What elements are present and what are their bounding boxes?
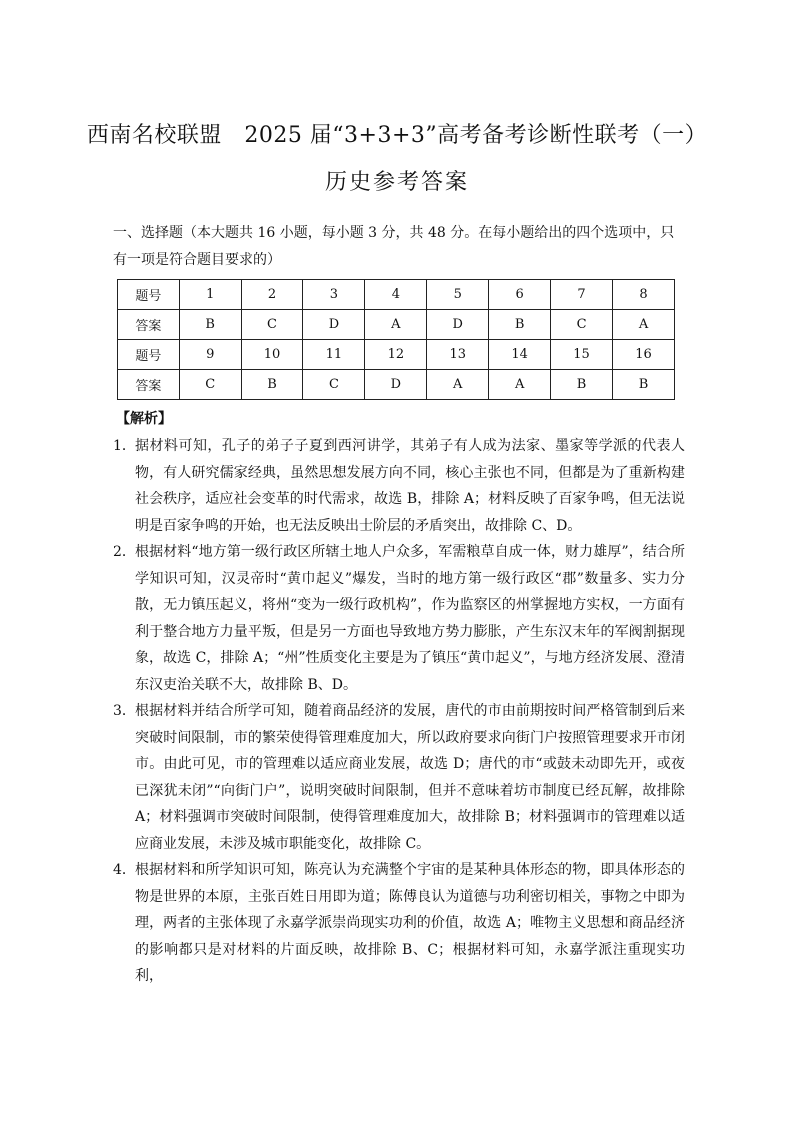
item-text: 根据材料并结合所学可知，随着商品经济的发展，唐代的市由前期按时间严格管制到后来突破时间限制，市的繁荣使得管理难度加大，所以政府要求向街门户按照管理要求开市闭市。由此可见，市的管理难以适应商业发展，故选 D；唐代的市“或鼓未动即先开，或夜已深犹未闭”“向街门户”，说明突破时间限制，但并不意味着坊市制度已经瓦解，故排除 A；材料强调市突破时间限制，使得管理难度加大，故排除 B；材料强调市的管理难以适应商业发展，未涉及城市职能变化，故排除 C。 [135, 703, 685, 852]
table-cell: 8 [613, 280, 675, 310]
section-heading: 一、选择题（本大题共 16 小题，每小题 3 分，共 48 分。在每小题给出的四个选项中，只有一项是符合题目要求的） [113, 225, 675, 268]
table-cell: 2 [241, 280, 303, 310]
table-cell: C [241, 310, 303, 340]
analysis-item [113, 857, 685, 990]
table-cell: B [179, 310, 241, 340]
table-row [118, 310, 675, 340]
item-number: 4． [113, 862, 136, 878]
row-header-cell: 题号 [118, 280, 180, 310]
item-text: 根据材料和所学知识可知，陈亮认为充满整个宇宙的是某种具体形态的物，即具体形态的物是世界的本原，主张百姓日用即为道；陈傅良认为道德与功利密切相关，事物之中即为理，两者的主张体现了永嘉学派崇尚现实功利的价值，故选 A；唯物主义思想和商品经济的影响都只是对材料的片面反映，故排除 B、C；根据材料可知，永嘉学派注重现实功利， [135, 862, 685, 984]
item-number: 2． [113, 544, 136, 560]
analysis-item [113, 433, 685, 539]
table-cell: 10 [241, 340, 303, 370]
table-cell: 14 [489, 340, 551, 370]
table-cell: B [551, 370, 613, 400]
table-cell: A [489, 370, 551, 400]
table-row [118, 340, 675, 370]
row-header-cell: 答案 [118, 310, 180, 340]
table-cell: A [613, 310, 675, 340]
table-cell: 13 [427, 340, 489, 370]
row-header-cell: 答案 [118, 370, 180, 400]
document-subtitle: 历史参考答案 [324, 170, 469, 195]
table-cell: 3 [303, 280, 365, 310]
table-cell: 16 [613, 340, 675, 370]
table-cell: D [365, 370, 427, 400]
table-cell: C [179, 370, 241, 400]
item-text: 据材料可知，孔子的弟子子夏到西河讲学，其弟子有人成为法家、墨家等学派的代表人物，有人研究儒家经典，虽然思想发展方向不同，核心主张也不同，但都是为了重新构建社会秩序，适应社会变革的时代需求，故选 B，排除 A；材料反映了百家争鸣，但无法说明是百家争鸣的开始，也无法反映出士阶层的矛盾突出，故排除 C、D。 [135, 438, 685, 534]
answer-table [117, 279, 675, 400]
table-cell: C [303, 370, 365, 400]
item-text: 根据材料“地方第一级行政区所辖土地人户众多，军需粮草自成一体，财力雄厚”，结合所学知识可知，汉灵帝时“黄巾起义”爆发，当时的地方第一级行政区“郡”数量多、实力分散，无力镇压起义，将州“变为一级行政机构”，作为监察区的州掌握地方实权，一方面有利于整合地方力量平叛，但是另一方面也导致地方势力膨胀，产生东汉末年的军阀割据现象，故选 C，排除 A；“州”性质变化主要是为了镇压“黄巾起义”，与地方经济发展、澄清东汉吏治关联不大，故排除 B、D。 [135, 544, 685, 693]
item-number: 3． [113, 703, 136, 719]
table-cell: A [365, 310, 427, 340]
table-cell: B [489, 310, 551, 340]
table-cell: C [551, 310, 613, 340]
table-cell: 1 [179, 280, 241, 310]
document-title: 西南名校联盟 2025 届“3+3+3”高考备考诊断性联考（一） [86, 123, 708, 148]
table-cell: D [303, 310, 365, 340]
table-cell: 9 [179, 340, 241, 370]
table-cell: 6 [489, 280, 551, 310]
table-cell: 15 [551, 340, 613, 370]
table-cell: D [427, 310, 489, 340]
table-cell: 4 [365, 280, 427, 310]
analysis-list [113, 433, 685, 990]
analysis-item [113, 539, 685, 698]
table-cell: 12 [365, 340, 427, 370]
table-cell: B [241, 370, 303, 400]
table-cell: 7 [551, 280, 613, 310]
table-cell: 5 [427, 280, 489, 310]
analysis-item [113, 698, 685, 857]
item-number: 1． [113, 438, 136, 454]
row-header-cell: 题号 [118, 340, 180, 370]
table-row [118, 280, 675, 310]
analysis-label: 【解析】 [116, 411, 172, 427]
table-cell: A [427, 370, 489, 400]
table-cell: 11 [303, 340, 365, 370]
table-cell: B [613, 370, 675, 400]
table-row [118, 370, 675, 400]
